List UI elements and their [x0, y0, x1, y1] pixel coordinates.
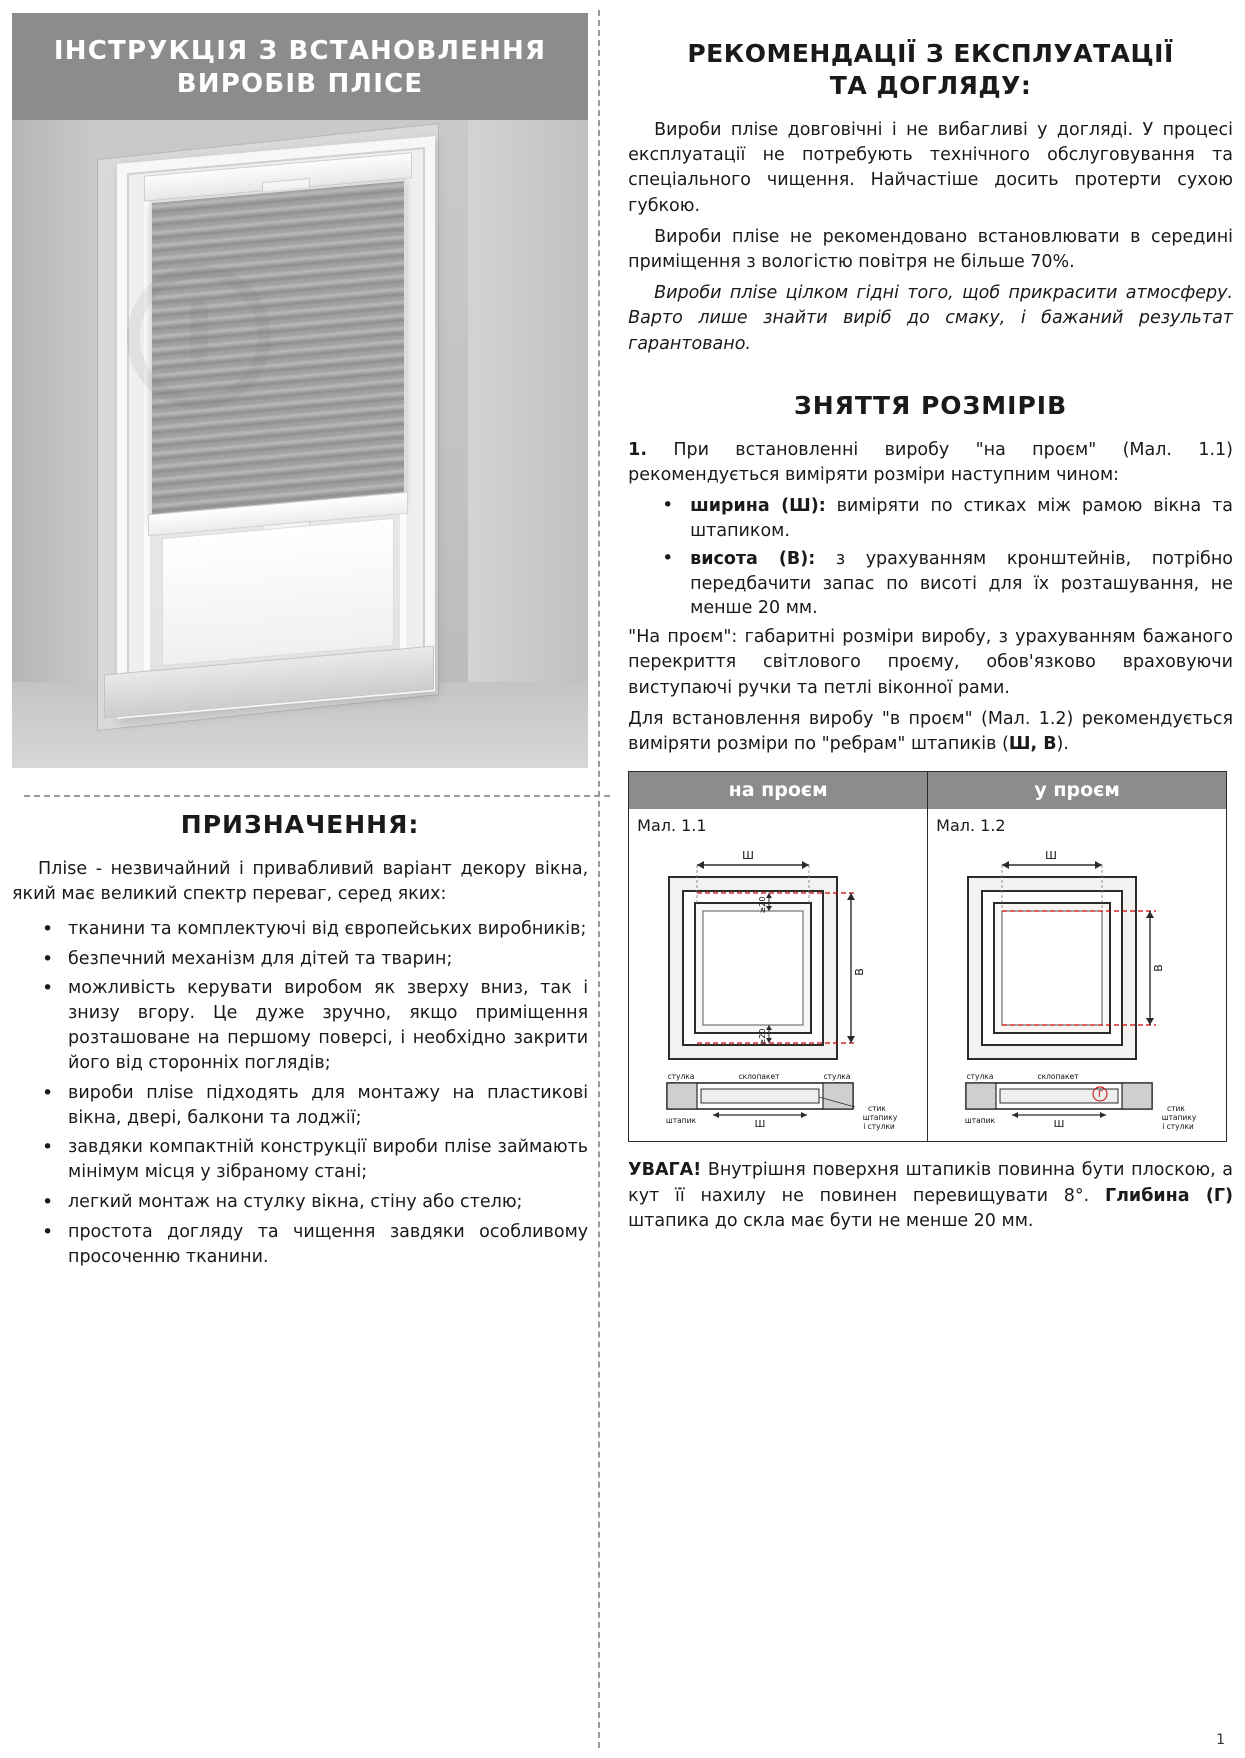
measuring-heading: ЗНЯТТЯ РОЗМІРІВ [793, 390, 1068, 420]
svg-text:склопакет: склопакет [1037, 1072, 1079, 1082]
care-paragraph-1: Вироби пліse довговічні і не вибагливі у догляді. У процесі експлуатації не потребують технічного обслуговування та спеціального чищення. Найчастіше досить протерти сухою губкою. [628, 120, 1233, 216]
svg-text:склопакет: склопакет [738, 1072, 780, 1082]
svg-text:стик: стик [1167, 1104, 1186, 1114]
measure-width-text: виміряти по стиках між рамою вікна та штапиком. [690, 496, 1234, 541]
svg-text:≥20: ≥20 [758, 896, 768, 914]
figure-table-header [629, 772, 1226, 809]
measuring-bullet-list [628, 494, 1233, 621]
photo-wall-right [468, 120, 588, 768]
warning-label: УВАГА! [628, 1160, 702, 1181]
svg-text:і стулки: і стулки [863, 1122, 895, 1132]
purpose-intro-text: Пліse - незвичайний і привабливий варіант декору вікна, який має великий спектр переваг, серед яких: [12, 859, 589, 904]
care-heading-line-2: ТА ДОГЛЯДУ: [829, 71, 1032, 100]
vertical-dashed-divider [598, 10, 600, 1748]
list-item: • вироби пліse підходять для монтажу на пластикові вікна, двері, балкони та лоджії; [20, 1081, 588, 1131]
figure-diagram-2 [938, 839, 1216, 1131]
photo-wall-left [12, 120, 100, 768]
figure-header-in-opening: у проєм [928, 772, 1226, 809]
figure-cell-1 [629, 809, 928, 1141]
svg-text:штапику: штапику [1161, 1113, 1197, 1123]
svg-text:В: В [853, 968, 867, 976]
figure-diagram-1 [639, 839, 917, 1131]
measure-height-label: висота (В): [690, 548, 816, 569]
svg-text:і стулки: і стулки [1162, 1122, 1194, 1132]
document-title-bar [12, 13, 588, 120]
svg-text:В: В [1152, 964, 1166, 972]
document-title-line-1: ІНСТРУКЦІЯ З ВСТАНОВЛЕННЯ [53, 36, 547, 66]
list-item: • тканини та комплектуючі від європейських виробників; [20, 917, 588, 942]
list-item: • простота догляду та чищення завдяки особливому просоченню тканини. [20, 1220, 588, 1270]
list-item [628, 547, 1233, 622]
figure-label-2: Мал. 1.2 [936, 816, 1006, 836]
measuring-note-in-opening-symbols: Ш, В [1008, 734, 1057, 755]
document-title-line-2: ВИРОБІВ ПЛІСЕ [176, 68, 424, 99]
svg-text:стик: стик [868, 1104, 887, 1114]
svg-text:Ш: Ш [1045, 849, 1058, 863]
right-column [606, 10, 1233, 1748]
list-item: • безпечний механізм для дітей та тварин; [20, 947, 588, 972]
measuring-step-1-text: При встановленні виробу "на проєм" (Мал. 1.1) рекомендується виміряти розміри наступним чином: [628, 439, 1233, 485]
warning-text-1: Внутрішня поверхня штапиків повинна бути плоскою, а кут її нахилу не повинен перевищувати 8°. [628, 1160, 1233, 1206]
care-heading [628, 38, 1233, 102]
warning-note [628, 1158, 1233, 1234]
figure-header-on-opening: на проєм [629, 772, 928, 809]
svg-text:штапик: штапик [965, 1116, 996, 1126]
measuring-note-in-opening [628, 707, 1233, 757]
svg-text:Ш: Ш [742, 849, 755, 863]
figure-table [628, 771, 1227, 1142]
figure-cell-2 [928, 809, 1226, 1141]
svg-text:Ш: Ш [1053, 1119, 1065, 1131]
product-photo [12, 120, 588, 768]
svg-text:Ш: Ш [754, 1119, 766, 1131]
measuring-note-on-opening: "На проєм": габаритні розміри виробу, з урахуванням бажаного перекриття світлового проєму, обов'язково враховуючи виступаючі ручки та петлі віконної рами. [628, 627, 1233, 698]
measuring-step-number: 1. [628, 439, 647, 460]
care-paragraph-3: Вироби пліse цілком гідні того, щоб прикрасити атмосферу. Варто лише знайти виріб до смаку, і бажаний результат гарантовано. [628, 283, 1233, 354]
window-open-glass-area [162, 518, 394, 666]
svg-text:штапик: штапик [666, 1116, 697, 1126]
page-number: 1 [1216, 1732, 1225, 1748]
svg-text:стулка: стулка [966, 1072, 994, 1082]
purpose-bullet-list [12, 917, 588, 1270]
svg-text:штапику: штапику [862, 1113, 898, 1123]
list-item: • можливість керувати виробом як зверху вниз, так і знизу вгору. Це дуже зручно, якщо приміщення розташоване на першому поверсі, і необхідно закрити його від сторонніх поглядів; [20, 976, 588, 1075]
svg-text:Г: Г [1098, 1090, 1104, 1101]
svg-text:стулка: стулка [667, 1072, 695, 1082]
measuring-note-in-opening-post: ). [1056, 734, 1069, 755]
figure-table-body [629, 809, 1226, 1141]
list-item: • легкий монтаж на стулку вікна, стіну або стелю; [20, 1190, 588, 1215]
purpose-heading: ПРИЗНАЧЕННЯ: [180, 810, 420, 839]
left-column [12, 10, 606, 1748]
pleated-blind-fabric [150, 179, 406, 523]
care-heading-line-1: РЕКОМЕНДАЦІЇ З ЕКСПЛУАТАЦІЇ [687, 39, 1174, 68]
measure-height-text: з урахуванням кронштейнів, потрібно передбачити запас по висоті для їх розташування, не менше 20 мм. [690, 548, 1233, 619]
list-item: • завдяки компактній конструкції вироби пліse займають мінімум місця у зібраному стані; [20, 1135, 588, 1185]
care-paragraph-2: Вироби пліse не рекомендовано встановлювати в середині приміщення з вологістю повітря не більше 70%. [628, 226, 1233, 272]
svg-text:≥20: ≥20 [758, 1028, 768, 1046]
warning-depth-label: Глибина (Г) [1104, 1185, 1233, 1206]
warning-text-2: штапика до скла має бути не менше 20 мм. [628, 1210, 1034, 1231]
figure-label-1: Мал. 1.1 [637, 816, 707, 836]
list-item [628, 494, 1233, 544]
measure-width-label: ширина (Ш): [690, 496, 826, 517]
svg-text:стулка: стулка [823, 1072, 851, 1082]
measuring-note-in-opening-pre: Для встановлення виробу "в проєм" (Мал. 1.2) рекомендується виміряти розміри по "ребрам" штапиків ( [628, 708, 1233, 755]
measuring-step-1 [628, 438, 1233, 488]
horizontal-dashed-divider [24, 795, 610, 797]
